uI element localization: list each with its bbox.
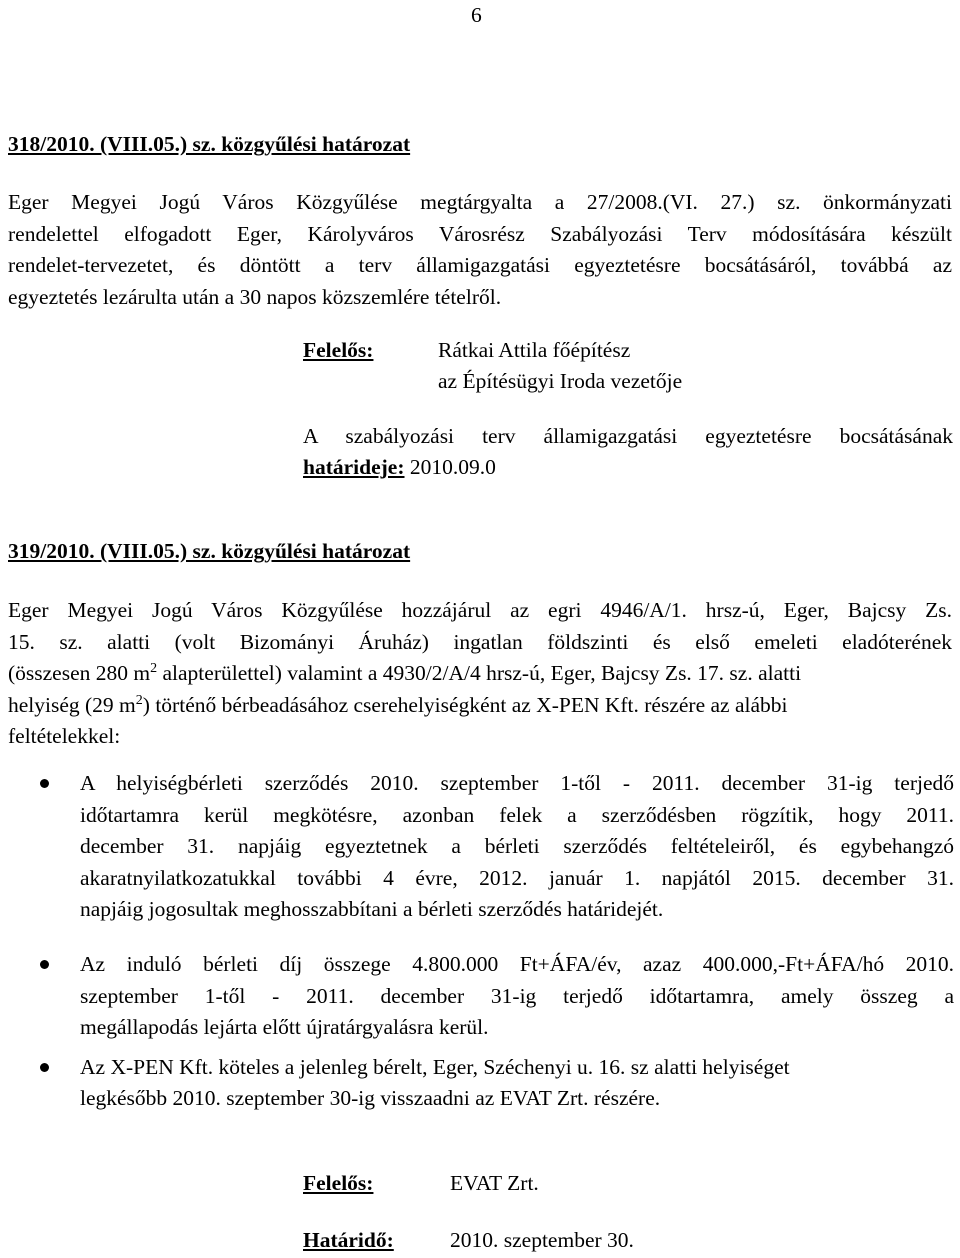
resolution-318-line-4: egyeztetés lezárulta után a 30 napos közszemlére tételről. [8,285,502,309]
responsible-label-318: Felelős: [303,338,374,362]
resolution-318-line-1: Eger Megyei Jogú Város Közgyűlése megtárgyalta a 27/2008.(VI. 27.) sz. önkormányzati [8,190,952,214]
resolution-319-heading: 319/2010. (VIII.05.) sz. közgyűlési határozat [8,539,411,563]
responsible-role-318: az Építésügyi Iroda vezetője [438,369,683,393]
deadline-value-318: 2010.09.0 [409,455,496,479]
bullet-2-line-3: megállapodás lejárta előtt újratárgyalásra kerül. [80,1015,489,1039]
resolution-319-line-5: feltételekkel: [8,724,121,748]
resolution-318-line-2: rendelettel elfogadott Eger, Károlyváros Városrész Szabályozási Terv módosítására készült [8,222,952,246]
resolution-318-line-3: rendelet-tervezetet, és döntött a terv államigazgatási egyeztetésre bocsátásáról, továbbá az [8,253,952,277]
deadline-label-319: Határidő: [303,1228,394,1252]
responsible-value-319: EVAT Zrt. [450,1171,539,1195]
resolution-319-line-2: 15. sz. alatti (volt Bizományi Áruház) ingatlan földszinti és első emeleti eladóterének [8,630,952,654]
bullet-1-line-5: napjáig jogosultak meghosszabbítani a bérleti szerződés határidejét. [80,897,664,921]
resolution-319-line-4 [8,692,952,718]
responsible-name-318: Rátkai Attila főépítész [438,338,631,362]
line-4-part-b: ) történő bérbeadásához cserehelyiségként az X-PEN Kft. részére az alábbi [142,693,788,717]
resolution-318-heading: 318/2010. (VIII.05.) sz. közgyűlési határozat [8,132,411,156]
bullet-1-line-3: december 31. napjáig egyeztetnek a bérleti szerződés feltételeiről, és egybehangzó [80,834,954,858]
resolution-319-line-3 [8,660,952,686]
bullet-1-line-2: időtartamra kerül megkötésre, azonban felek a szerződésben rögzítik, hogy 2011. [80,803,954,827]
bullet-3-line-1: Az X-PEN Kft. köteles a jelenleg bérelt, Eger, Széchenyi u. 16. sz alatti helyiséget [80,1055,790,1079]
line-3-part-b: alapterülettel) valamint a 4930/2/A/4 hrsz-ú, Eger, Bajcsy Zs. 17. sz. alatti [157,661,802,685]
deadline-label-318: határideje: [303,455,405,479]
line-3-part-a: (összesen 280 m [8,661,151,685]
bullet-3-line-2: legkésőbb 2010. szeptember 30-ig visszaadni az EVAT Zrt. részére. [80,1086,661,1110]
responsible-label-319: Felelős: [303,1171,374,1195]
line-4-part-a: helyiség (29 m [8,693,136,717]
bullet-dot-icon [40,1063,49,1072]
bullet-2-line-1: Az induló bérleti díj összege 4.800.000 Ft+ÁFA/év, azaz 400.000,-Ft+ÁFA/hó 2010. [80,952,954,976]
squared-sup: 2 [150,661,158,676]
page-number: 6 [471,3,482,27]
bullet-dot-icon [40,960,49,969]
bullet-2-line-2: szeptember 1-től - 2011. december 31-ig terjedő időtartamra, amely összeg a [80,984,954,1008]
bullet-1-line-4: akaratnyilatkozatukkal további 4 évre, 2012. január 1. napjától 2015. december 31. [80,866,954,890]
deadline-intro-318: A szabályozási terv államigazgatási egyeztetésre bocsátásának [303,424,953,448]
bullet-dot-icon [40,779,49,788]
deadline-value-319: 2010. szeptember 30. [450,1228,634,1252]
resolution-319-line-1: Eger Megyei Jogú Város Közgyűlése hozzájárul az egri 4946/A/1. hrsz-ú, Eger, Bajcsy Zs. [8,598,952,622]
deadline-318 [303,454,496,480]
bullet-1-line-1: A helyiségbérleti szerződés 2010. szeptember 1-től - 2011. december 31-ig terjedő [80,771,954,795]
squared-sup: 2 [135,693,143,708]
